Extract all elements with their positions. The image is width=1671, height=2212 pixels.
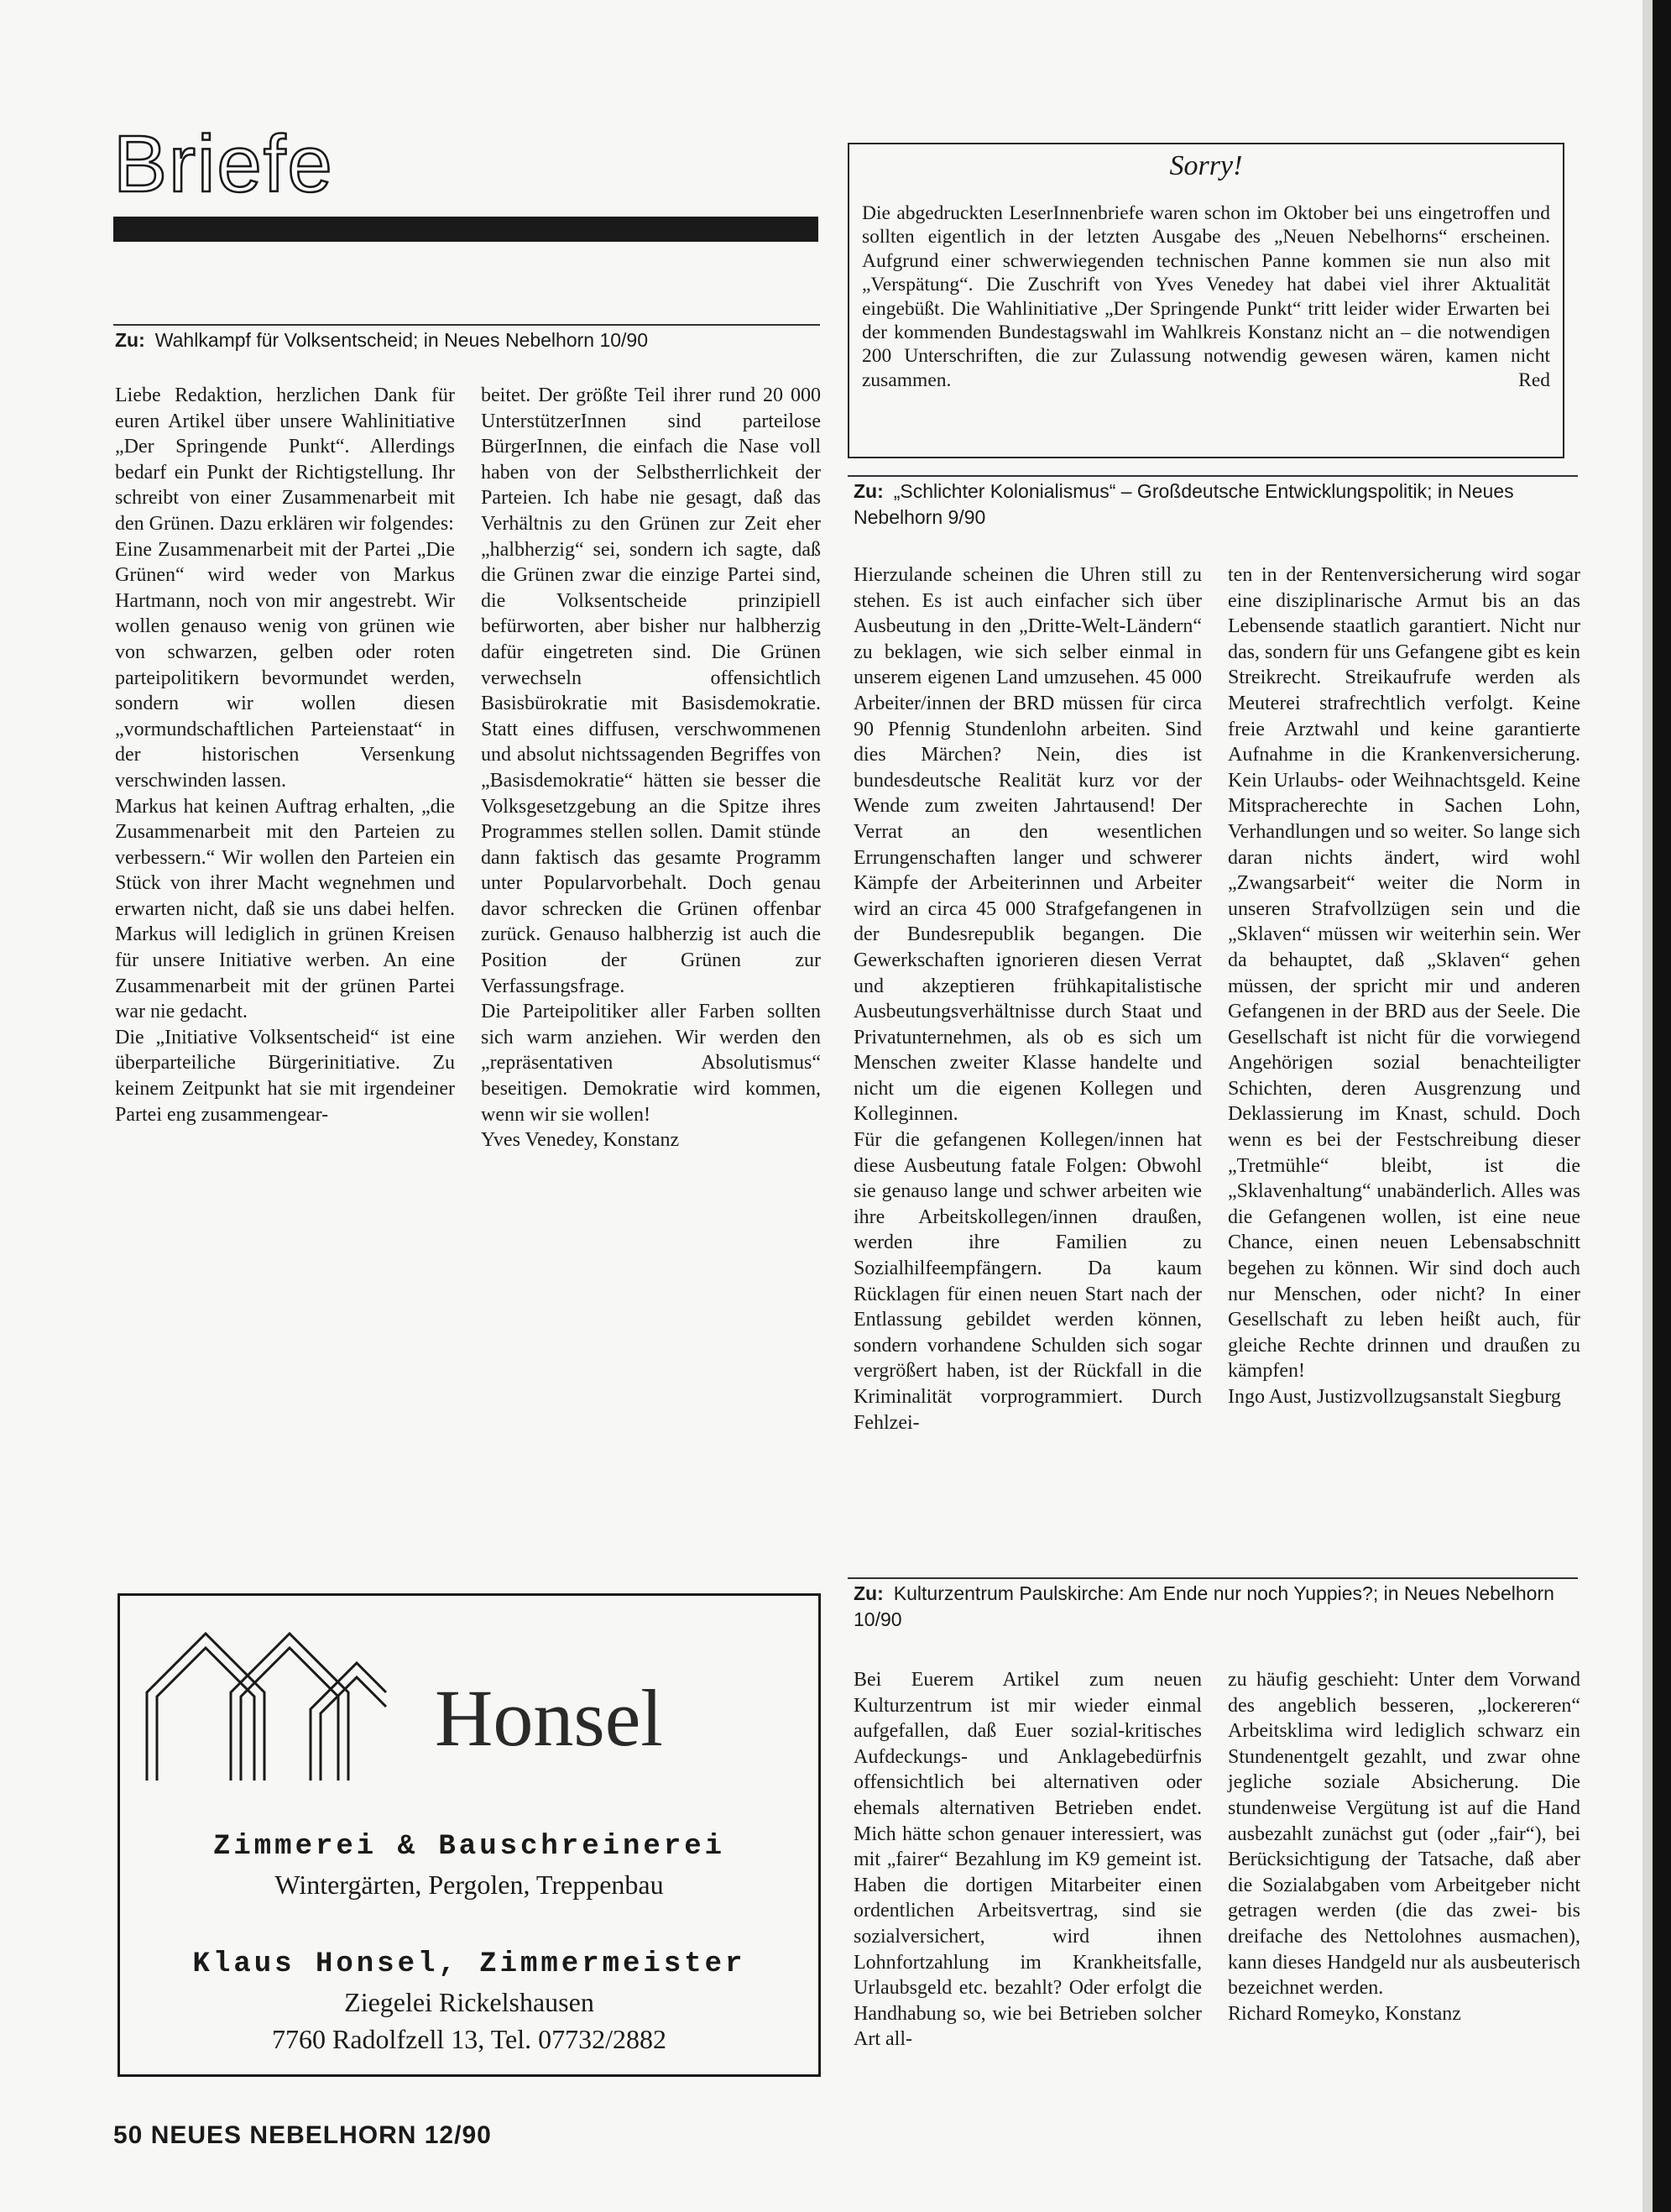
letter1-column-1	[115, 383, 455, 1127]
paragraph: beitet. Der größte Teil ihrer rund 20 000 UnterstützerInnen sind parteilose BürgerInnen, die einfach die Nase voll haben von der Selbstherrlichkeit der Parteien. Ich habe nie gesagt, daß das Verhältnis zu den Grünen zur Zeit eher „halbherzig“ sei, sondern ich sagte, daß die Grünen zwar die einzige Partei sind, die Volksentscheide prinzipiell befürworten, aber bisher nur halbherzig dafür eingetreten sind. Die Grünen verwechseln offensichtlich Basisbürokratie mit Basisdemokratie. Statt eines diffusen, verschwommenen und absolut nichtssagenden Begriffes von „Basisdemokratie“ hätten sie besser die Volksgesetzgebung an die Spitze ihres Programmes stellen sollen. Damit stünde dann faktisch das gesamte Programm unter Popularvorbehalt. Doch genau davor schrecken die Grünen offenbar zurück. Genauso halbherzig ist auch die Position der Grünen zur Verfassungsfrage.	[481, 384, 821, 997]
houses-logo-icon	[138, 1613, 390, 1789]
ad-company-name: Honsel	[435, 1673, 663, 1763]
binding-edge	[1653, 0, 1671, 2212]
letter3-column-1	[854, 1667, 1202, 2053]
paragraph: zu häufig geschieht: Unter dem Vorwand des angeblich besseren, „lockereren“ Arbeitsklima wird lediglich schwarz ein Stundenentgelt gezahlt, und zwar ohne jegliche soziale Absicherung. Die stundenweise Vergütung ist auf die Hand ausbezahlt zunächst gut (oder „fair“), bei Berücksichtigung der Tatsache, daß aber die Sozialabgaben vom Arbeitgeber nicht getragen werden (die das zwei- bis dreifache des Nettolohnes ausmachen), kann dieses Handgeld nur als ausbeuterisch bezeichnet werden.	[1228, 1669, 1580, 2000]
page-footer: 50 NEUES NEBELHORN 12/90	[113, 2121, 492, 2149]
honsel-advertisement	[117, 1593, 821, 2077]
letter2-column-1	[854, 562, 1202, 1435]
letter3-rule	[848, 1577, 1578, 1579]
ad-trade: Zimmerei & Bauschreinerei	[212, 1831, 726, 1863]
letter3-column-2	[1228, 1667, 1580, 2026]
letter1-column-2	[481, 383, 821, 1153]
letter1-rule	[113, 324, 820, 326]
title-underbar	[113, 217, 818, 242]
letter3-zu-text: Kulturzentrum Paulskirche: Am Ende nur noch Yuppies?; in Neues Nebelhorn 10/90	[854, 1582, 1554, 1630]
page-edge-shadow	[1642, 0, 1653, 2212]
paragraph: Bei Euerem Artikel zum neuen Kulturzentrum ist mir wieder einmal aufgefallen, daß Euer sozial-kritisches Aufdeckungs- und Anklagebedürfnis offensichtlich bei alternativen oder ehemals alternativen Betrieben endet. Mich hätte schon genauer interessiert, was mit „fairer“ Bezahlung im K9 gemeint ist. Haben die dortigen Mitarbeiter einen ordentlichen Arbeitsvertrag, sind sie sozialversichert, wird ihnen Lohnfortzahlung im Krankheitsfalle, Urlaubsgeld etc. bezahlt? Oder erfolgt die Handhabung so, wie bei Betrieben solcher Art all-	[854, 1669, 1202, 2051]
letter1-reference	[115, 327, 820, 353]
letter2-zu-label: Zu:	[854, 480, 884, 502]
paragraph: ten in der Rentenversicherung wird sogar eine disziplinarische Armut bis an das Lebensende staatlich garantiert. Nicht nur das, sondern für uns Gefangene gibt es kein Streikrecht. Streikaufrufe werden als Meuterei strafrechtlich verfolgt. Keine freie Arztwahl und keine garantierte Aufnahme in die Krankenversicherung. Kein Urlaubs- oder Weihnachtsgeld. Keine Mitspracherechte in Sachen Lohn, Verhandlungen und so weiter. So lange sich daran nichts ändert, wird wohl „Zwangsarbeit“ weiter die Norm in unseren Strafvollzügen sein und die „Sklaven“ müssen wir weiterhin sein. Wer da behauptet, daß „Sklaven“ gehen müssen, der spricht mir und anderen Gefangenen in der BRD aus der Seele. Die Gesellschaft ist nicht für die vorwiegend Angehörigen sozial benachteiligter Schichten, deren Ausgrenzung und Deklassierung im Knast, schuld. Doch wenn es bei der Festschreibung dieser „Tretmühle“ bleibt, ist die „Sklavenhaltung“ unabänderlich. Alles was die Gefangenen wollen, ist eine neue Chance, einen neuen Lebensabschnitt begehen zu können. Wir sind doch auch nur Menschen, oder nicht? In einer Gesellschaft zu leben heißt auch, für gleiche Rechte drinnen und draußen zu kämpfen!	[1228, 564, 1580, 1383]
paragraph: Eine Zusammenarbeit mit der Partei „Die Grünen“ wird weder von Markus Hartmann, noch von mir angestrebt. Wir wollen genauso wenig von grünen wie von schwarzen, gelben oder roten parteipolitikern bevormundet werden, sondern wir wollen diesen „vormundschaftlichen Parteienstaat“ in der historischen Versenkung verschwinden lassen.	[115, 538, 455, 792]
ad-location: Ziegelei Rickelshausen	[344, 1987, 594, 2017]
letter3-zu-label: Zu:	[854, 1582, 884, 1604]
letter2-reference	[854, 478, 1575, 531]
paragraph: Die Parteipolitiker aller Farben sollten sich warm anziehen. Wir werden den „repräsentativen Absolutismus“ beseitigen. Demokratie wird kommen, wenn wir sie wollen!	[481, 1001, 821, 1126]
ad-services: Wintergärten, Pergolen, Treppenbau	[274, 1869, 664, 1900]
paragraph: Liebe Redaktion, herzlichen Dank für euren Artikel über unsere Wahlinitiative „Der Springende Punkt“. Allerdings bedarf ein Punkt der Richtigstellung. Ihr schreibt von einer Zusammenarbeit mit den Grünen. Dazu erklären wir folgendes:	[115, 384, 455, 535]
letter3-signature: Richard Romeyko, Konstanz	[1228, 2002, 1461, 2025]
editorial-note-text	[862, 201, 1550, 393]
paragraph: Für die gefangenen Kollegen/innen hat diese Ausbeutung fatale Folgen: Obwohl sie genauso lange und schwer arbeiten wie ihre Arbeitskollegen/innen draußen, werden ihre Familien zu Sozialhilfeempfängern. Da kaum Rücklagen für einen neuen Start nach der Entlassung gebildet werden können, sondern vorhandene Schulden sich sogar vergrößert haben, ist der Rückfall in die Kriminalität vorprogrammiert. Durch Fehlzei-	[854, 1129, 1202, 1434]
editorial-note-body: Die abgedruckten LeserInnenbriefe waren schon im Oktober bei uns eingetroffen und sollten eigentlich in der letzten Ausgabe des „Neuen Nebelhorns“ erscheinen. Aufgrund einer schwerwiegenden technischen Panne kommen sie nun also mit „Verspätung“. Die Zuschrift von Yves Venedey hat dabei viel ihrer Aktualität eingebüßt. Die Wahlinitiative „Der Springende Punkt“ tritt leider wider Erwarten bei der kommenden Bundestagswahl im Wahlkreis Konstanz nicht an – die notwendigen 200 Unterschriften, die zur Zulassung notwendig gewesen wären, kamen nicht zusammen.	[862, 202, 1550, 391]
paragraph: Hierzulande scheinen die Uhren still zu stehen. Es ist auch einfacher sich über Ausbeutung in den „Dritte-Welt-Ländern“ zu beklagen, wie sich selber einmal in unserem eigenen Land umzusehen. 45 000 Arbeiter/innen der BRD müssen für circa 90 Pfennig Stundenlohn arbeiten. Sind dies Märchen? Nein, dies ist bundesdeutsche Realität kurz vor der Wende zum zweiten Jahrtausend! Der Verrat an den wesentlichen Errungenschaften langer und schwerer Kämpfe der Arbeiterinnen und Arbeiter wird an circa 45 000 Strafgefangenen in der Bundesrepublik begangen. Die Gewerkschaften ignorieren diesen Verrat und akzeptieren frühkapitalistische Ausbeutungsverhältnisse durch Staat und Privatunternehmen, als ob es sich um Menschen zweiter Klasse handelte und nicht um die eigenen Kollegen und Kolleginnen.	[854, 564, 1202, 1126]
paragraph: Markus hat keinen Auftrag erhalten, „die Zusammenarbeit mit den Parteien zu verbessern.“ Wir wollen den Parteien ein Stück von ihrer Macht wegnehmen und erwarten nicht, daß sie uns dabei helfen. Markus will lediglich in grünen Kreisen für unsere Initiative werben. An eine Zusammenarbeit mit der grünen Partei war nie gedacht.	[115, 795, 455, 1023]
editorial-note-box	[848, 143, 1564, 458]
letter2-zu-text: „Schlichter Kolonialismus“ – Großdeutsche Entwicklungspolitik; in Neues Nebelhorn 9/90	[854, 480, 1514, 528]
ad-owner: Klaus Honsel, Zimmermeister	[192, 1948, 746, 1980]
letter1-zu-text: Wahlkampf für Volksentscheid; in Neues Nebelhorn 10/90	[154, 329, 649, 351]
paragraph: Die „Initiative Volksentscheid“ ist eine überparteiliche Bürgerinitiative. Zu keinem Zeitpunkt hat sie mit irgendeiner Partei eng zusammengear-	[115, 1026, 455, 1126]
editorial-note-title: Sorry!	[1169, 150, 1243, 181]
editorial-note-credit: Red	[1518, 369, 1550, 392]
letter2-rule	[848, 475, 1578, 477]
letter2-column-2	[1228, 562, 1580, 1410]
ad-address: 7760 Radolfzell 13, Tel. 07732/2882	[272, 2024, 666, 2054]
section-title: Briefe	[113, 119, 334, 209]
letter1-signature: Yves Venedey, Konstanz	[481, 1129, 680, 1152]
letter2-signature: Ingo Aust, Justizvollzugsanstalt Siegburg	[1228, 1386, 1561, 1408]
letter1-zu-label: Zu:	[115, 329, 145, 351]
letter3-reference	[854, 1581, 1575, 1633]
